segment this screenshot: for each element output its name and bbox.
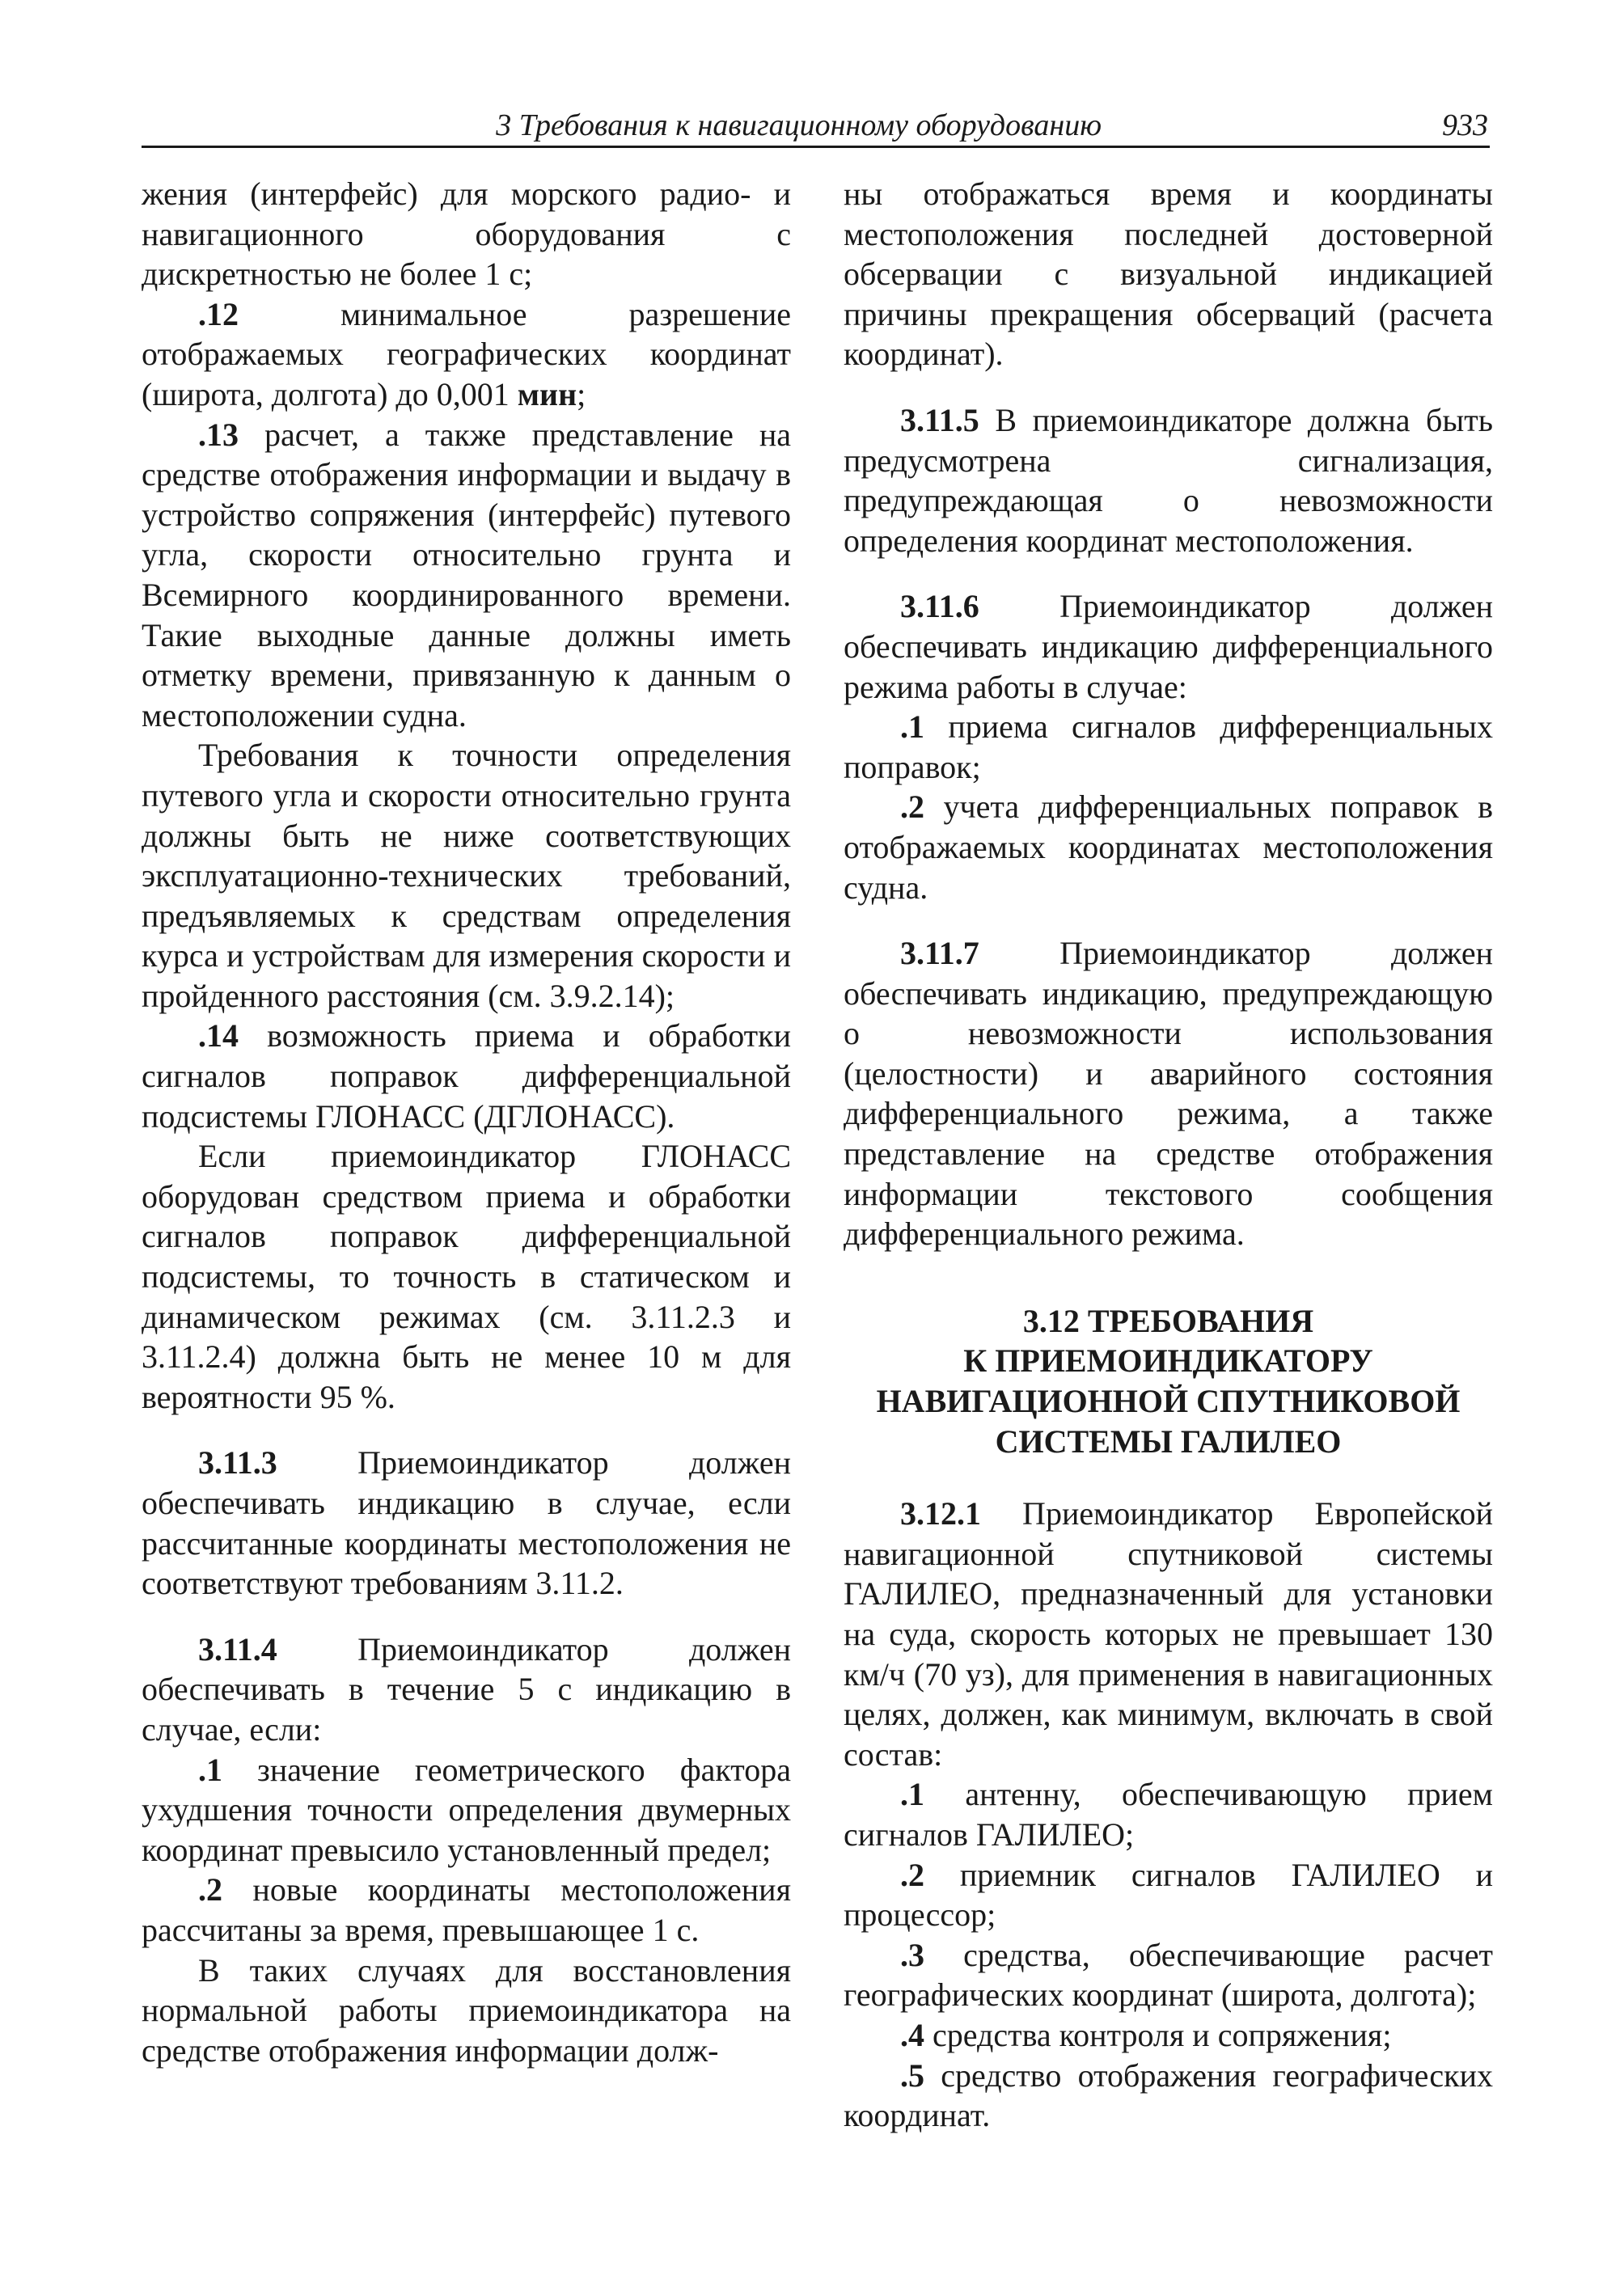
clause-number: 3.11.3 [198,1444,277,1482]
list-item: .5 средство отображения географических координат. [844,2056,1493,2134]
list-item: .14 возможность приема и обработки сигналов поправок дифференциальной подсистемы ГЛОНАСС (ДГЛОНАСС). [142,1017,791,1135]
clause-number: 3.11.7 [900,935,979,972]
section-heading-line: К ПРИЕМОИНДИКАТОРУ [963,1342,1373,1380]
clause-number: 3.11.4 [198,1630,277,1668]
item-number: .12 [198,295,239,332]
clause: 3.12.1 Приемоиндикатор Европейской навигационной спутниковой системы ГАЛИЛЕО, предназначенный для установки на суда, скорость которых не превышает 130 км/ч (70 уз), для применения в навигационных целях, должен, как минимум, включать в свой состав: [844,1495,1493,1773]
clause-number: 3.11.6 [900,588,979,625]
paragraph: Если приемоиндикатор ГЛОНАСС оборудован средством приема и обработки сигналов поправок дифференциальной подсистемы, то точность в статическом и динамическом режимах (см. 3.11.2.3 и 3.11.2.4) должна быть не менее 10 м для вероятности 95 %. [142,1138,791,1415]
clause: 3.11.4 Приемоиндикатор должен обеспечивать в течение 5 с индикацию в случае, если: [142,1630,791,1748]
item-number: .2 [900,1856,924,1893]
list-item: .4 средства контроля и сопряжения; [900,2016,1392,2053]
list-item: .2 учета дифференциальных поправок в отображаемых координатах местоположения судна. [844,788,1493,906]
section-heading [844,1301,1493,1461]
clause: 3.11.6 Приемоиндикатор должен обеспечивать индикацию дифференциального режима работы в случае: [844,588,1493,705]
item-number: .13 [198,416,239,453]
item-number: .1 [198,1751,222,1788]
section-heading-line: СИСТЕМЫ ГАЛИЛЕО [995,1422,1342,1460]
clause: 3.11.3 Приемоиндикатор должен обеспечивать индикацию в случае, если рассчитанные координаты местоположения не соответствуют требованиям 3.11.2. [142,1444,791,1602]
paragraph: жения (интерфейс) для морского радио- и навигационного оборудования с дискретностью не более 1 с; [142,175,791,293]
section-heading-line: НАВИГАЦИОННОЙ СПУТНИКОВОЙ [876,1383,1461,1420]
item-number: .14 [198,1017,239,1055]
paragraph: ны отображаться время и координаты местоположения последней достоверной обсервации с визуальной индикацией причины прекращения обсерваций (расчета координат). [844,175,1493,373]
running-header [142,105,1490,148]
section-heading-line: 3.12 ТРЕБОВАНИЯ [1022,1302,1314,1339]
item-number: .5 [900,2056,924,2094]
list-item: .3 средства, обеспечивающие расчет географических координат (широта, долгота); [844,1936,1493,2014]
paragraph: Требования к точности определения путевого угла и скорости относительно грунта должны быть не ниже соответствующих эксплуатационно-технических требований, предъявляемых к средствам определения курса и устройствам для измерения скорости и пройденного расстояния (см. 3.9.2.14); [142,737,791,1014]
item-number: .1 [900,1776,924,1813]
header-title: 3 Требования к навигационному оборудованию [496,108,1102,142]
list-item: .1 антенну, обеспечивающую прием сигналов ГАЛИЛЕО; [844,1776,1493,1853]
paragraph: В таких случаях для восстановления нормальной работы приемоиндикатора на средстве отображения информации долж- [142,1951,791,2069]
item-number: .2 [900,788,924,826]
item-number: .1 [900,708,924,746]
clause-number: 3.11.5 [900,401,979,438]
item-number: .4 [900,2016,924,2053]
clause-number: 3.12.1 [900,1495,981,1532]
left-column [142,174,791,2070]
list-item: .1 приема сигналов дифференциальных поправок; [844,708,1493,785]
list-item: .2 новые координаты местоположения рассчитаны за время, превышающее 1 с. [142,1871,791,1948]
list-item: .12 минимальное разрешение отображаемых географических координат (широта, долгота) до 0,001 мин; [142,295,791,412]
right-column [844,174,1493,2136]
list-item: .1 значение геометрического фактора ухудшения точности определения двумерных координат превысило установленный предел; [142,1751,791,1868]
clause: 3.11.7 Приемоиндикатор должен обеспечивать индикацию, предупреждающую о невозможности использования (целостности) и аварийного состояния дифференциального режима, а также представление на средстве отображения информации текстового сообщения дифференциального режима. [844,935,1493,1253]
list-item: .13 расчет, а также представление на средстве отображения информации и выдачу в устройство сопряжения (интерфейс) путевого угла, скорости относительно грунта и Всемирного координированного времени. Такие выходные данные должны иметь отметку времени, привязанную к данным о местоположении судна. [142,416,791,733]
clause: 3.11.5 В приемоиндикаторе должна быть предусмотрена сигнализация, предупреждающая о невозможности определения координат местоположения. [844,401,1493,559]
item-number: .2 [198,1871,222,1908]
unit-label: мин [517,375,577,412]
item-number: .3 [900,1936,924,1973]
list-item: .2 приемник сигналов ГАЛИЛЕО и процессор; [844,1856,1493,1934]
page-number: 933 [1442,108,1488,142]
